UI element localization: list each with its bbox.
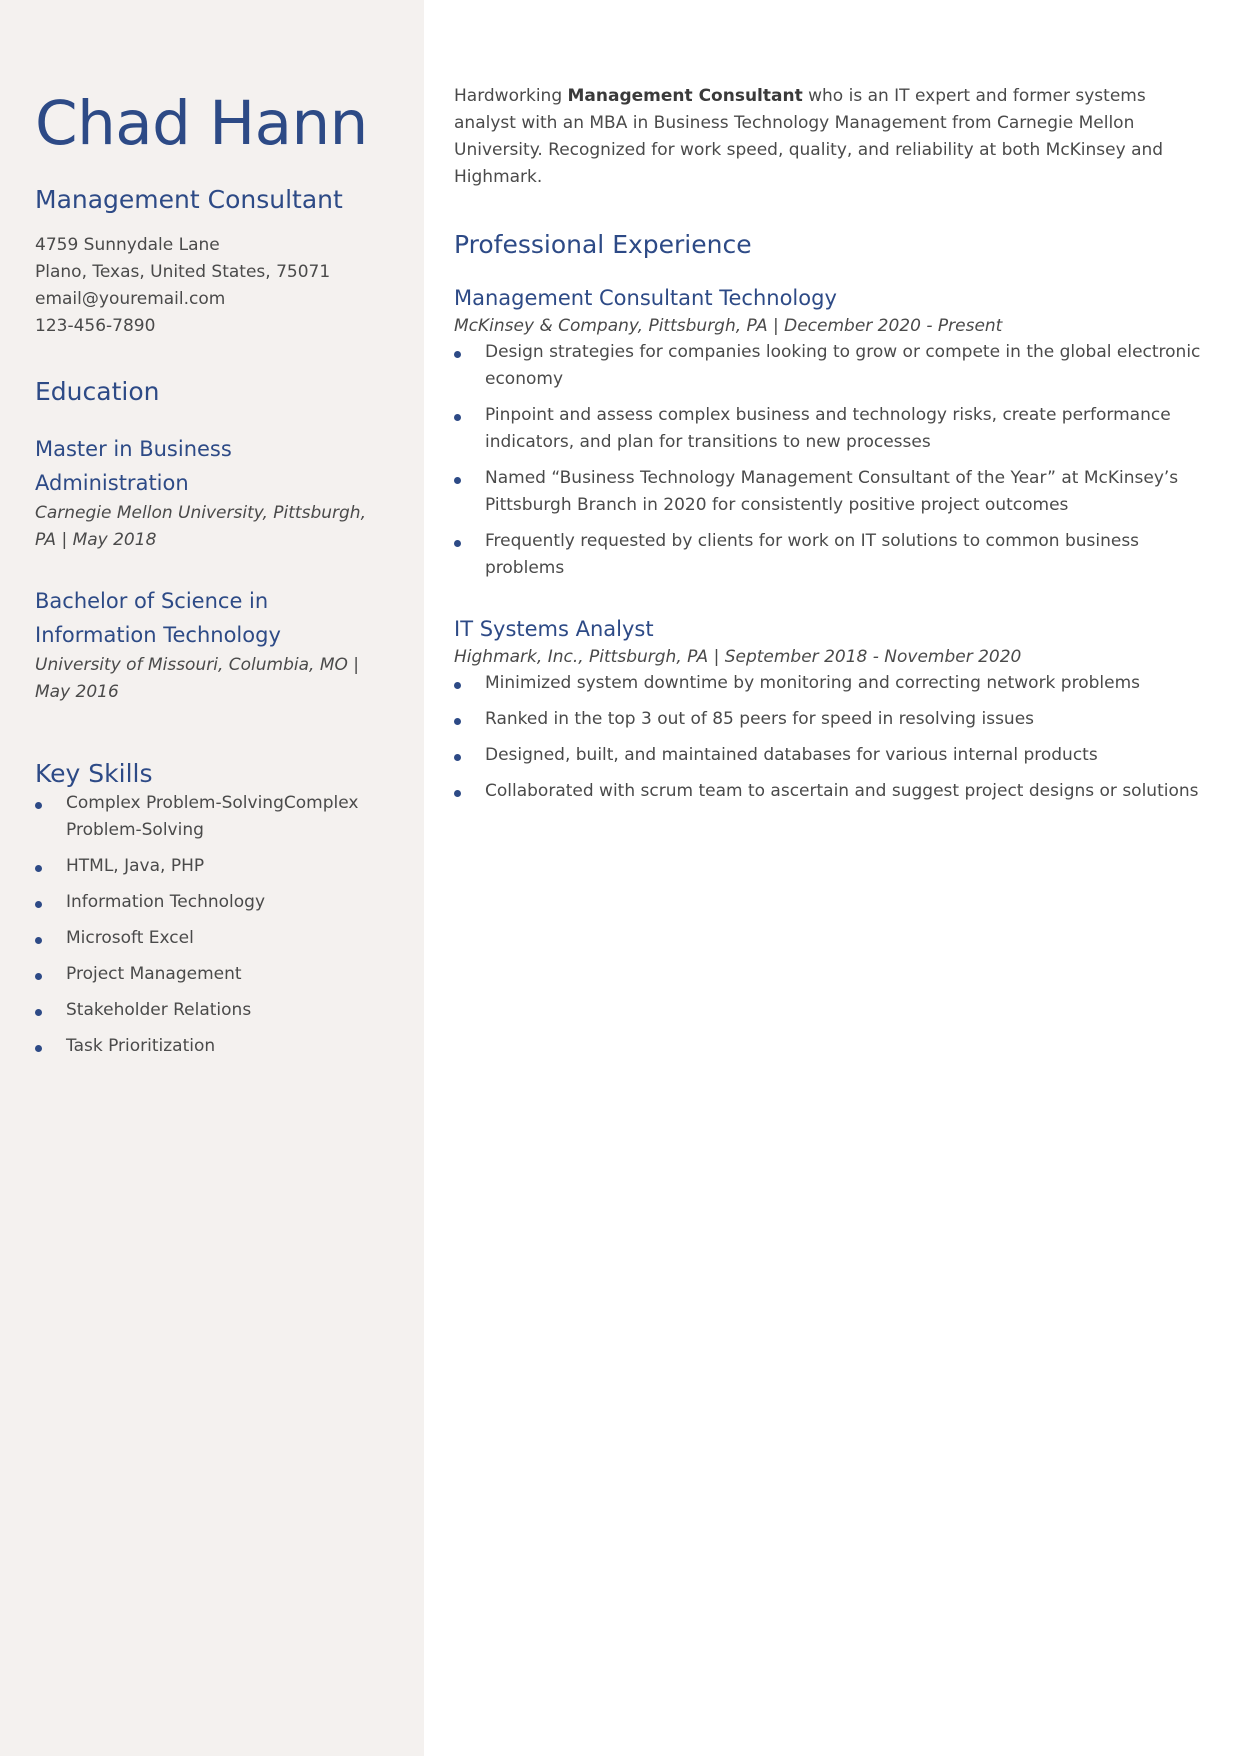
contact-city: Plano, Texas, United States, 75071	[35, 262, 331, 282]
degree-title: Master in Business Administration	[35, 437, 232, 495]
job-bullet: Minimized system downtime by monitoring and correcting network problems	[454, 670, 1206, 697]
main-content	[424, 0, 1241, 1756]
job-title: IT Systems Analyst	[454, 617, 654, 641]
degree-title: Bachelor of Science in Information Technology	[35, 589, 281, 647]
skills-heading: Key Skills	[35, 759, 153, 788]
job-meta: McKinsey & Company, Pittsburgh, PA | December 2020 - Present	[454, 316, 1003, 336]
summary-suffix: who is an IT expert and former systems analyst with an MBA in Business Technology Management from Carnegie Mellon University. Recognized for work speed, quality, and reliability at both McKinsey and Highmark.	[454, 86, 1164, 187]
degree-school: Carnegie Mellon University, Pittsburgh, PA | May 2018	[35, 503, 366, 550]
job-bullet: Design strategies for companies looking to grow or compete in the global electronic economy	[454, 339, 1206, 393]
degree-school: University of Missouri, Columbia, MO | May 2016	[35, 655, 359, 702]
experience-heading: Professional Experience	[454, 230, 752, 259]
skill-item: Microsoft Excel	[35, 925, 390, 952]
skill-item: Task Prioritization	[35, 1033, 390, 1060]
summary-highlight: Management Consultant	[567, 86, 803, 106]
job-bullets	[454, 670, 1206, 805]
job-bullets	[454, 339, 1206, 582]
job-bullet: Ranked in the top 3 out of 85 peers for speed in resolving issues	[454, 706, 1206, 733]
skill-item: Complex Problem-SolvingComplex Problem-Solving	[35, 790, 390, 844]
candidate-name: Chad Hann	[35, 88, 368, 159]
skill-item: Stakeholder Relations	[35, 997, 390, 1024]
sidebar	[0, 0, 424, 1756]
contact-block	[35, 232, 390, 340]
education-heading: Education	[35, 377, 160, 406]
skill-item: Project Management	[35, 961, 390, 988]
job-bullet: Pinpoint and assess complex business and technology risks, create performance indicators, and plan for transitions to new processes	[454, 402, 1206, 456]
skills-list	[35, 790, 390, 1060]
skill-item: Information Technology	[35, 889, 390, 916]
contact-email: email@youremail.com	[35, 289, 226, 309]
professional-summary	[454, 83, 1206, 191]
contact-street: 4759 Sunnydale Lane	[35, 235, 220, 255]
job-meta: Highmark, Inc., Pittsburgh, PA | September 2018 - November 2020	[454, 647, 1022, 667]
job-bullet: Frequently requested by clients for work on IT solutions to common business problems	[454, 528, 1206, 582]
job-bullet: Named “Business Technology Management Consultant of the Year” at McKinsey’s Pittsburgh Branch in 2020 for consistently positive project outcomes	[454, 465, 1206, 519]
job-bullet: Designed, built, and maintained databases for various internal products	[454, 742, 1206, 769]
job-title: Management Consultant Technology	[454, 286, 837, 310]
skill-item: HTML, Java, PHP	[35, 853, 390, 880]
job-bullet: Collaborated with scrum team to ascertain and suggest project designs or solutions	[454, 778, 1206, 805]
summary-prefix: Hardworking	[454, 86, 568, 106]
contact-phone: 123-456-7890	[35, 316, 156, 336]
candidate-title: Management Consultant	[35, 185, 343, 214]
